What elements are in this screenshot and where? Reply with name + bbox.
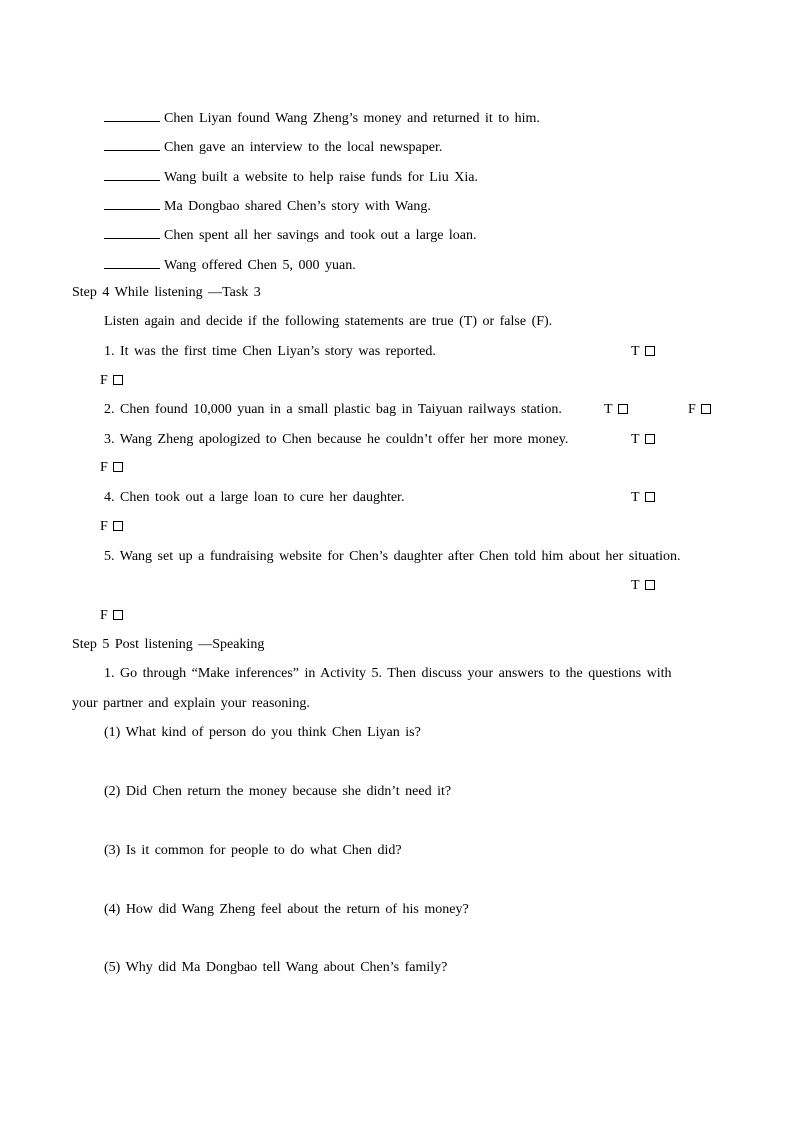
checkbox-icon[interactable] <box>113 521 123 531</box>
false-option[interactable] <box>100 607 123 625</box>
true-label: T <box>631 344 640 359</box>
false-option[interactable] <box>100 518 123 536</box>
ordering-item-text: Wang built a website to help raise funds for Liu Xia. <box>164 170 478 185</box>
answer-blank[interactable] <box>104 167 160 181</box>
true-option[interactable] <box>631 343 655 361</box>
ordering-item-text: Chen gave an interview to the local newspaper. <box>164 140 443 155</box>
question-2: (2) Did Chen return the money because she didn’t need it? <box>104 784 452 799</box>
ordering-item <box>104 196 431 216</box>
statement-4: 4. Chen took out a large loan to cure her daughter. <box>104 490 405 505</box>
checkbox-icon[interactable] <box>645 580 655 590</box>
checkbox-icon[interactable] <box>645 434 655 444</box>
false-option[interactable] <box>100 372 123 390</box>
ordering-item-text: Chen Liyan found Wang Zheng’s money and returned it to him. <box>164 111 540 126</box>
ordering-item-text: Wang offered Chen 5, 000 yuan. <box>164 258 356 273</box>
true-label: T <box>631 432 640 447</box>
question-5: (5) Why did Ma Dongbao tell Wang about Chen’s family? <box>104 960 448 975</box>
checkbox-icon[interactable] <box>645 492 655 502</box>
answer-blank[interactable] <box>104 108 160 122</box>
question-4: (4) How did Wang Zheng feel about the return of his money? <box>104 902 469 917</box>
answer-blank[interactable] <box>104 137 160 151</box>
ordering-item <box>104 167 478 187</box>
answer-blank[interactable] <box>104 196 160 210</box>
true-label: T <box>631 490 640 505</box>
checkbox-icon[interactable] <box>113 462 123 472</box>
false-option[interactable] <box>100 459 123 477</box>
statement-3: 3. Wang Zheng apologized to Chen because he couldn’t offer her more money. <box>104 432 569 447</box>
step4-heading: Step 4 While listening —Task 3 <box>72 285 261 300</box>
checkbox-icon[interactable] <box>701 404 711 414</box>
checkbox-icon[interactable] <box>113 610 123 620</box>
false-option[interactable] <box>688 401 711 419</box>
step5-heading: Step 5 Post listening —Speaking <box>72 637 265 652</box>
false-label: F <box>100 373 108 388</box>
true-option[interactable] <box>631 577 655 595</box>
checkbox-icon[interactable] <box>645 346 655 356</box>
statement-5: 5. Wang set up a fundraising website for Chen’s daughter after Chen told him about her situation. <box>104 549 681 564</box>
statement-1: 1. It was the first time Chen Liyan’s story was reported. <box>104 344 436 359</box>
answer-blank[interactable] <box>104 225 160 239</box>
question-1: (1) What kind of person do you think Chen Liyan is? <box>104 725 421 740</box>
checkbox-icon[interactable] <box>618 404 628 414</box>
false-label: F <box>688 402 696 417</box>
question-3: (3) Is it common for people to do what Chen did? <box>104 843 402 858</box>
checkbox-icon[interactable] <box>113 375 123 385</box>
true-option[interactable] <box>631 489 655 507</box>
false-label: F <box>100 519 108 534</box>
statement-2: 2. Chen found 10,000 yuan in a small plastic bag in Taiyuan railways station. <box>104 402 562 417</box>
ordering-item-text: Chen spent all her savings and took out a large loan. <box>164 228 477 243</box>
true-option[interactable] <box>631 431 655 449</box>
true-option[interactable] <box>604 401 628 419</box>
true-label: T <box>631 578 640 593</box>
step4-instruction: Listen again and decide if the following statements are true (T) or false (F). <box>104 314 553 329</box>
answer-blank[interactable] <box>104 255 160 269</box>
false-label: F <box>100 608 108 623</box>
step5-intro-line2: your partner and explain your reasoning. <box>72 696 310 711</box>
ordering-item-text: Ma Dongbao shared Chen’s story with Wang. <box>164 199 431 214</box>
step5-intro-line1: 1. Go through “Make inferences” in Activity 5. Then discuss your answers to the questions with <box>104 666 672 681</box>
ordering-item <box>104 255 356 275</box>
ordering-item <box>104 108 540 128</box>
false-label: F <box>100 460 108 475</box>
true-label: T <box>604 402 613 417</box>
ordering-item <box>104 225 477 245</box>
ordering-item <box>104 137 442 157</box>
